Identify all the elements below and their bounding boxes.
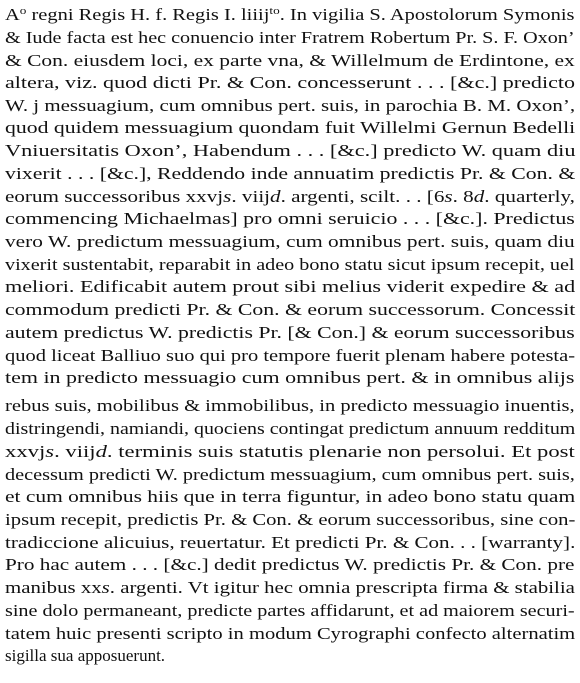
text-segment: meliori. Edificabit autem prout sibi melius viderit expedire & ad [5, 277, 576, 296]
text-line [5, 254, 575, 276]
text-segment: . viij [231, 187, 271, 206]
text-segment: vero W. predictum messuagium, cum omnibus pert. suis, quam diu [5, 232, 575, 251]
text-line [5, 532, 575, 554]
text-line [5, 464, 575, 486]
text-line [5, 418, 575, 440]
text-segment: W. j messuagium, cum omnibus pert. suis, in parochia B. M. Oxon’, [5, 96, 576, 115]
text-line [5, 367, 574, 389]
text-segment: manibus xx [5, 578, 102, 597]
text-segment: tradiccione alicuius, reuertatur. Et predicti Pr. & Con. . . [warranty]. [5, 533, 576, 552]
text-line [5, 95, 575, 117]
text-segment: autem predictus W. predictis Pr. [& Con.] & eorum successoribus [5, 323, 575, 342]
text-line [5, 50, 575, 72]
text-segment: distringendi, namiandi, quociens contingat predictum annuum redditum [5, 419, 576, 438]
text-segment: . In vigilia S. Apostolorum Symonis [279, 5, 575, 24]
text-segment: d [473, 187, 485, 206]
text-segment: . 8 [452, 187, 474, 206]
text-segment: quod liceat Balliuo suo qui pro tempore fuerit plenam habere potesta- [5, 346, 576, 365]
text-line [5, 117, 575, 139]
text-line [5, 322, 575, 344]
text-line [5, 441, 575, 463]
text-segment: tem in predicto messuagio cum omnibus pert. & in omnibus alijs [5, 368, 575, 387]
text-segment: xxvj [5, 442, 46, 461]
text-line [5, 186, 575, 208]
text-segment: Pro hac autem . . . [&c.] dedit predictus W. predictis Pr. & Con. pre [5, 555, 575, 574]
text-segment: et cum omnibus hiis que in terra figuntur, in adeo bono statu quam [5, 487, 576, 506]
text-segment: regni Regis H. f. Regis I. liiij [26, 5, 270, 24]
text-segment: eorum successoribus xxvj [5, 187, 224, 206]
text-line [5, 395, 575, 417]
text-line [5, 72, 575, 94]
text-line [5, 486, 575, 508]
text-segment: A [5, 5, 20, 24]
text-segment: . terminis suis statutis plenarie non persolui. Et post [106, 442, 575, 461]
text-line [5, 623, 575, 645]
text-segment: . quarterly, [484, 187, 575, 206]
text-segment: ipsum recepit, predictis Pr. & Con. & eorum successoribus, sine con- [5, 510, 576, 529]
text-segment: d [95, 442, 107, 461]
text-segment: decessum predicti W. predictum messuagium, cum omnibus pert. suis, [5, 465, 575, 484]
text-segment: commencing Michaelmas] pro omni seruicio . . . [&c.]. Predictus [5, 209, 575, 228]
text-segment: & Con. eiusdem loci, ex parte vna, & Willelmum de Erdintone, ex [5, 51, 575, 70]
text-segment: to [269, 5, 280, 17]
text-line [5, 163, 575, 185]
text-line [5, 276, 575, 298]
text-segment: Vniuersitatis Oxon’, Habendum . . . [&c.] predicto W. quam diu [5, 141, 576, 160]
text-segment: s [444, 187, 453, 206]
text-segment: sigilla sua apposuerunt. [5, 646, 166, 665]
text-segment: o [19, 5, 27, 17]
text-segment: . viij [54, 442, 96, 461]
text-line [5, 577, 575, 599]
text-line [5, 645, 165, 667]
text-line [5, 140, 575, 162]
text-segment: rebus suis, mobilibus & immobilibus, in predicto messuagio inuentis, [5, 396, 575, 415]
text-segment: s [223, 187, 232, 206]
text-line [5, 554, 574, 576]
text-line [5, 208, 575, 230]
text-segment: & Iude facta est hec conuencio inter Fratrem Robertum Pr. S. F. Oxon’ [5, 28, 575, 47]
text-segment: vixerit sustentabit, reparabit in adeo bono statu sicut ipsum recepit, uel [5, 255, 575, 274]
text-line [5, 231, 575, 253]
text-segment: commodum predicti Pr. & Con. & eorum successorum. Concessit [5, 300, 576, 319]
text-line [5, 509, 575, 531]
text-segment: s [45, 442, 55, 461]
text-line [5, 4, 574, 26]
text-line [5, 600, 575, 622]
text-segment: d [270, 187, 281, 206]
text-segment: quod quidem messuagium quondam fuit Willelmi Gernun Bedelli [5, 118, 576, 137]
text-segment: s [101, 578, 110, 597]
text-segment: sine dolo permaneant, predicte partes affidarunt, et ad maiorem securi- [5, 601, 575, 620]
text-segment: vixerit . . . [&c.], Reddendo inde annuatim predictis Pr. & Con. & [5, 164, 576, 183]
text-line [5, 345, 575, 367]
text-segment: . argenti. Vt igitur hec omnia prescripta firma & stabilia [109, 578, 575, 597]
text-line [5, 299, 575, 321]
text-segment: tatem huic presenti scripto in modum Cyrographi confecto alternatim [5, 624, 576, 643]
text-line [5, 27, 575, 49]
text-segment: . argenti, scilt. . . [6 [280, 187, 445, 206]
text-segment: altera, viz. quod dicti Pr. & Con. concesserunt . . . [&c.] predicto [5, 73, 576, 92]
